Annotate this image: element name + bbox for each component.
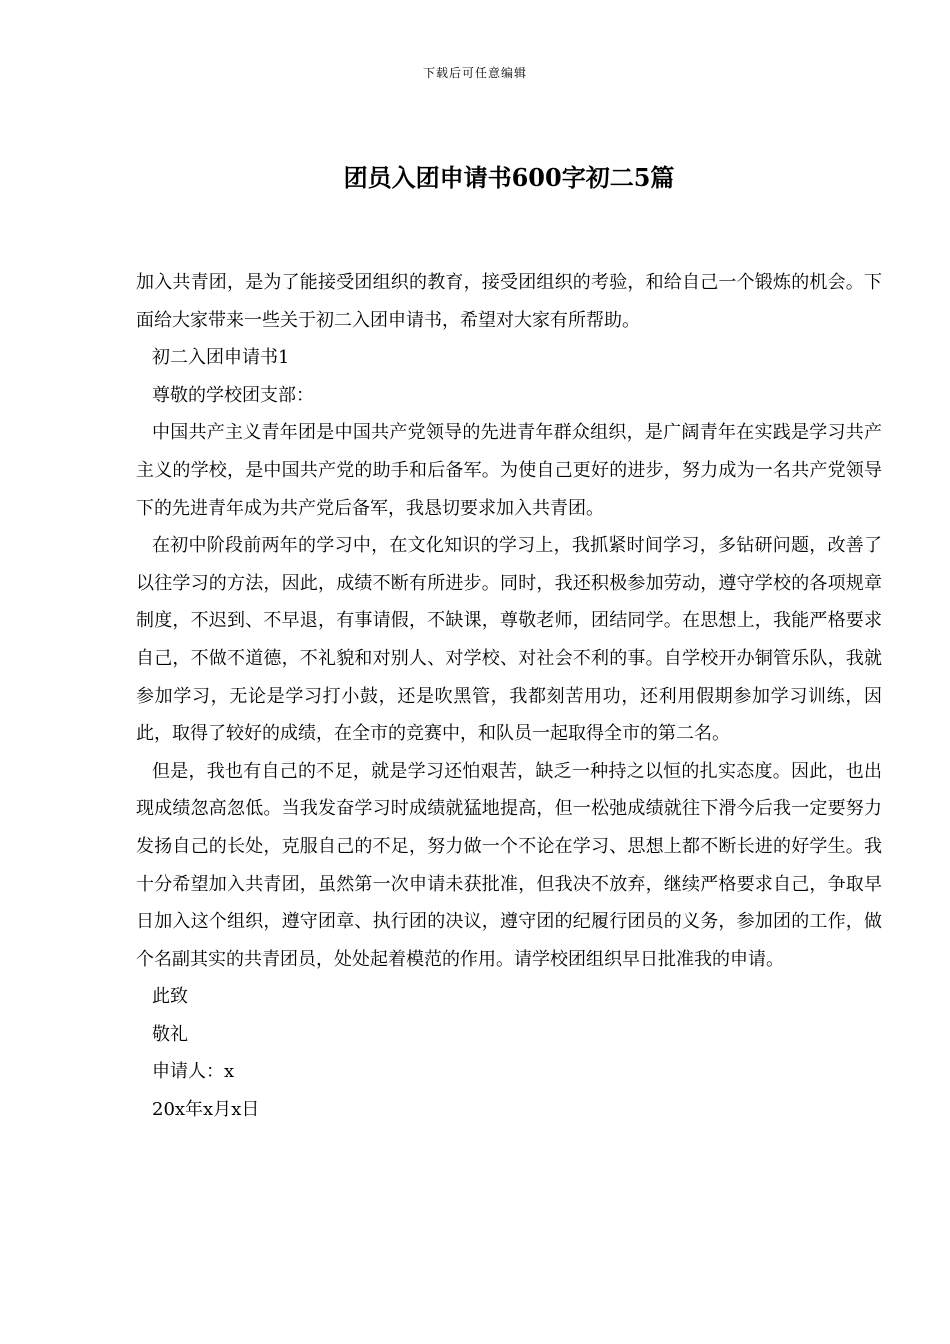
document-body <box>136 264 882 1129</box>
section-heading: 初二入团申请书1 <box>152 347 290 369</box>
body-paragraph: 但是，我也有自己的不足，就是学习还怕艰苦，缺乏一种持之以恒的扎实态度。因此，也出现成绩忽高忽低。当我发奋学习时成绩就猛地提高，但一松弛成绩就往下滑今后我一定要努力发扬自己的长处，克服自己的不足，努力做一个不论在学习、思想上都不断长进的好学生。我十分希望加入共青团，虽然第一次申请未获批准，但我决不放弃，继续严格要求自己，争取早日加入这个组织，遵守团章、执行团的决议，遵守团的纪履行团员的义务，参加团的工作，做个名副其实的共青团员，处处起着模范的作用。请学校团组织早日批准我的申请。 <box>136 760 882 970</box>
date-line: 20x年x月x日 <box>152 1099 260 1121</box>
intro-paragraph: 加入共青团，是为了能接受团组织的教育，接受团组织的考验，和给自己一个锻炼的机会。下面给大家带来一些关于初二入团申请书，希望对大家有所帮助。 <box>136 272 882 331</box>
closing-line: 此致 <box>152 986 188 1008</box>
salutation: 尊敬的学校团支部： <box>152 384 314 406</box>
applicant-line: 申请人：x <box>152 1061 235 1083</box>
page-title: 团员入团申请书600字初二5篇 <box>343 163 675 192</box>
body-paragraph: 在初中阶段前两年的学习中，在文化知识的学习上，我抓紧时间学习，多钻研问题，改善了以往学习的方法，因此，成绩不断有所进步。同时，我还积极参加劳动，遵守学校的各项规章制度，不迟到、不早退，有事请假，不缺课，尊敬老师，团结同学。在思想上，我能严格要求自己，不做不道德，不礼貌和对别人、对学校、对社会不利的事。自学校开办铜管乐队，我就参加学习，无论是学习打小鼓，还是吹黑管，我都刻苦用功，还利用假期参加学习训练，因此，取得了较好的成绩，在全市的竞赛中，和队员一起取得全市的第二名。 <box>136 535 882 745</box>
closing-regards: 敬礼 <box>152 1023 188 1045</box>
header-note: 下载后可任意编辑 <box>422 66 527 80</box>
body-paragraph: 中国共产主义青年团是中国共产党领导的先进青年群众组织，是广阔青年在实践是学习共产主义的学校，是中国共产党的助手和后备军。为使自己更好的进步，努力成为一名共产党领导下的先进青年成为共产党后备军，我恳切要求加入共青团。 <box>136 422 882 519</box>
